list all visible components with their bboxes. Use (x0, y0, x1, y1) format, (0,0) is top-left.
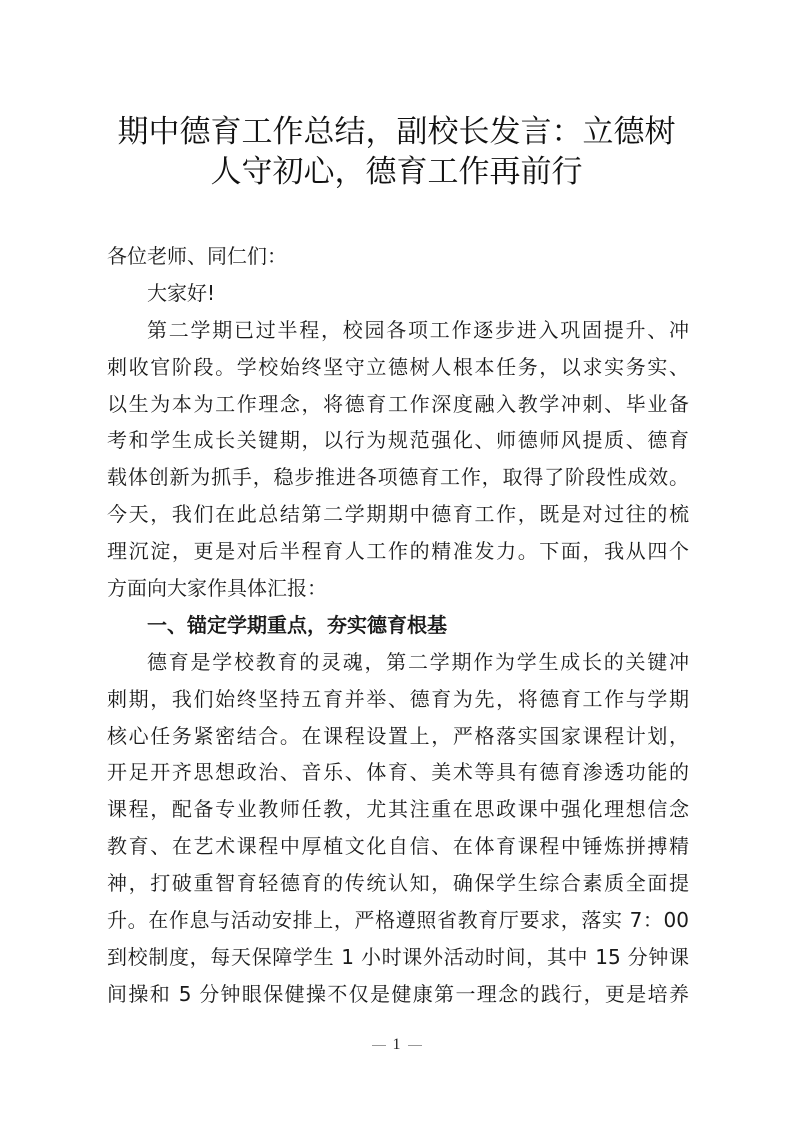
document-title (100, 112, 693, 192)
paragraph-line: 考和学生成长关键期，以行为规范强化、师德师风提质、德育 (107, 428, 689, 453)
paragraph-intro (107, 314, 689, 609)
paragraph-line: 核心任务紧密结合。在课程设置上，严格落实国家课程计划， (107, 723, 689, 748)
paragraph-line: 今天，我们在此总结第二学期期中德育工作，既是对过往的梳 (107, 502, 689, 527)
paragraph-line: 升。在作息与活动安排上，严格遵照省教育厅要求，落实 7：00 (107, 908, 689, 933)
page-number (0, 1036, 793, 1054)
paragraph-line: 间操和 5 分钟眼保健操不仅是健康第一理念的践行，更是培养 (107, 981, 689, 1006)
paragraph-line: 开足开齐思想政治、音乐、体育、美术等具有德育渗透功能的 (107, 760, 689, 785)
paragraph-line: 德育是学校教育的灵魂，第二学期作为学生成长的关键冲 (147, 649, 689, 674)
title-line-1: 期中德育工作总结，副校长发言：立德树 (117, 114, 676, 150)
paragraph-line: 到校制度，每天保障学生 1 小时课外活动时间，其中 15 分钟课 (107, 944, 689, 969)
section-heading-1: 一、锚定学期重点，夯实德育根基 (147, 612, 447, 637)
page-number-value: 1 (392, 1036, 401, 1053)
paragraph-line: 神，打破重智育轻德育的传统认知，确保学生综合素质全面提 (107, 871, 689, 896)
paragraph-line: 第二学期已过半程，校园各项工作逐步进入巩固提升、冲 (147, 317, 689, 342)
paragraph-line: 教育、在艺术课程中厚植文化自信、在体育课程中锤炼拼搏精 (107, 834, 689, 859)
paragraph-line: 载体创新为抓手，稳步推进各项德育工作，取得了阶段性成效。 (107, 465, 689, 490)
greeting: 大家好! (147, 280, 216, 305)
paragraph-line: 刺收官阶段。学校始终坚守立德树人根本任务，以求实务实、 (107, 354, 689, 379)
paragraph-line: 课程，配备专业教师任教，尤其注重在思政课中强化理想信念 (107, 797, 689, 822)
paragraph-line: 方面向大家作具体汇报： (107, 576, 327, 601)
document-body (107, 240, 689, 1015)
salutation: 各位老师、同仁们： (107, 244, 287, 268)
paragraph-line: 刺期，我们始终坚持五育并举、德育为先，将德育工作与学期 (107, 686, 689, 711)
page-number-dash-right (408, 1045, 422, 1046)
paragraph-line: 以生为本为工作理念，将德育工作深度融入教学冲刺、毕业备 (107, 391, 689, 416)
paragraph-line: 理沉淀，更是对后半程育人工作的精准发力。下面，我从四个 (107, 539, 689, 564)
page-number-dash-left (372, 1045, 386, 1046)
paragraph-section-1 (107, 646, 689, 1015)
title-line-2: 人守初心，德育工作再前行 (210, 154, 583, 190)
